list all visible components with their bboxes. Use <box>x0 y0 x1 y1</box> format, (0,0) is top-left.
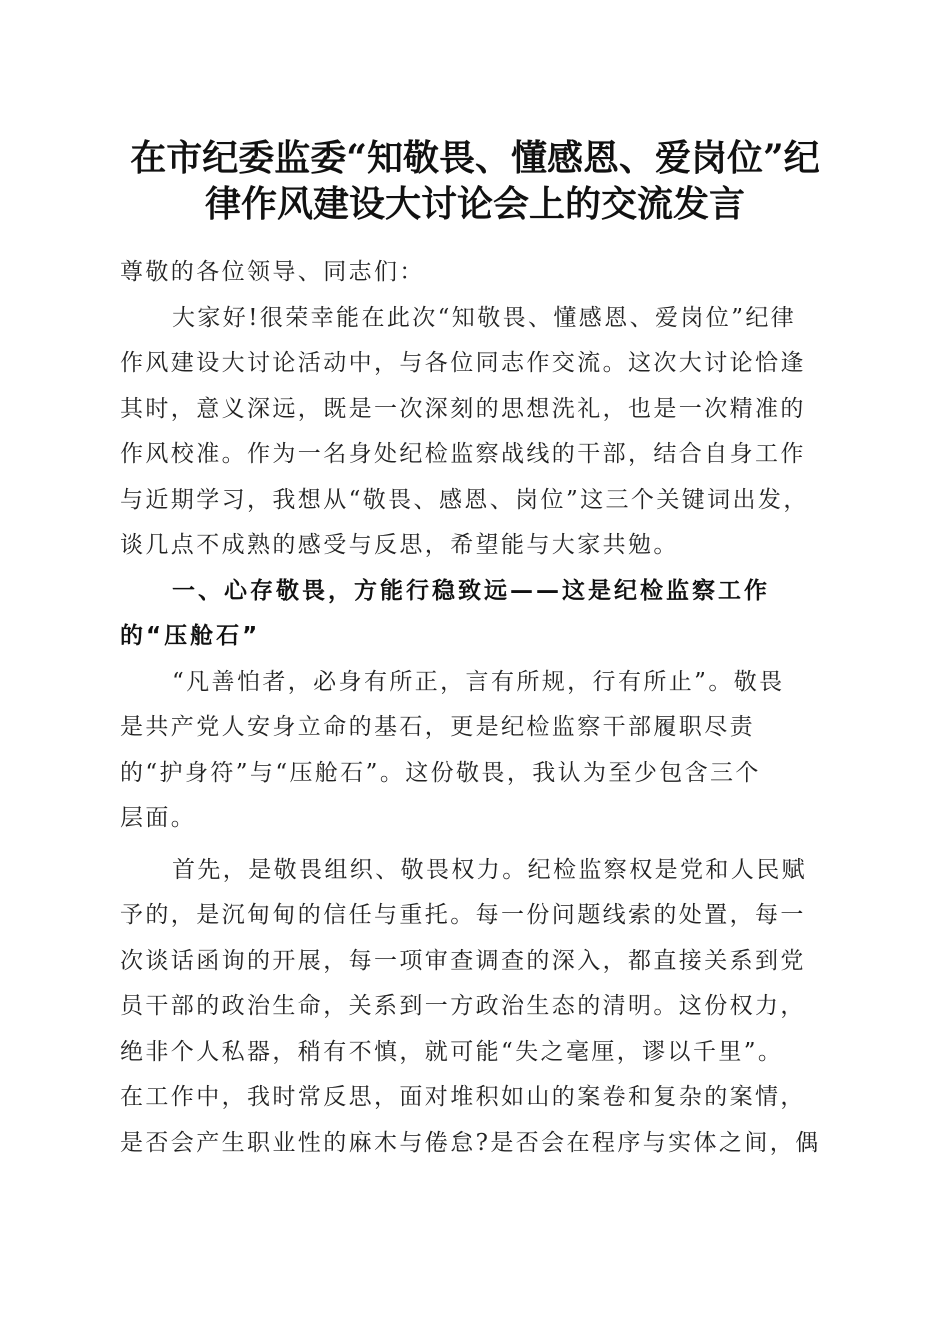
paragraph-intro <box>120 296 830 569</box>
paragraph-line: 在工作中，我时常反思，面对堆积如山的案卷和复杂的案情， <box>120 1084 806 1110</box>
paragraph-first-point <box>120 848 830 1167</box>
title-line: 律作风建设大讨论会上的交流发言 <box>204 182 745 225</box>
section-heading-1 <box>120 569 830 660</box>
title-line: 在市纪委监委“知敬畏、懂感恩、爱岗位”纪 <box>130 137 820 179</box>
paragraph-line: 次谈话函询的开展，每一项审查调查的深入，都直接关系到党 <box>120 947 806 974</box>
paragraph-line: 员干部的政治生命，关系到一方政治生态的清明。这份权力， <box>120 993 806 1019</box>
paragraph-line: 作风校准。作为一名身处纪检监察战线的干部，结合自身工作 <box>120 441 806 467</box>
paragraph-line: 其时，意义深远，既是一次深刻的思想洗礼，也是一次精准的 <box>120 395 806 422</box>
paragraph-line: 作风建设大讨论活动中，与各位同志作交流。这次大讨论恰逢 <box>120 350 806 376</box>
paragraph-awe <box>120 660 830 842</box>
salutation: 尊敬的各位领导、同志们： <box>120 259 425 285</box>
paragraph-line: 首先，是敬畏组织、敬畏权力。纪检监察权是党和人民赋 <box>172 856 807 883</box>
paragraph-line: 的“护身符”与“压舱石”。这份敬畏，我认为至少包含三个 <box>120 759 761 786</box>
paragraph-line: 与近期学习，我想从“敬畏、感恩、岗位”这三个关键词出发， <box>120 486 809 513</box>
paragraph-line: 谈几点不成熟的感受与反思，希望能与大家共勉。 <box>120 532 679 558</box>
document-body <box>120 250 830 1166</box>
paragraph-line: 层面。 <box>120 805 197 831</box>
heading-line: 的“压舱石” <box>120 623 261 649</box>
paragraph-line: 绝非个人私器，稍有不慎，就可能“失之毫厘，谬以千里”。 <box>120 1038 784 1065</box>
paragraph-line: 大家好!很荣幸能在此次“知敬畏、懂感恩、爱岗位”纪律 <box>172 304 797 331</box>
paragraph-line: 是否会产生职业性的麻木与倦怠?是否会在程序与实体之间，偶 <box>120 1129 821 1156</box>
paragraph-line: “凡善怕者，必身有所正，言有所规，行有所止”。敬畏 <box>172 668 785 695</box>
heading-line: 一、心存敬畏，方能行稳致远——这是纪检监察工作 <box>172 577 770 604</box>
paragraph-line: 是共产党人安身立命的基石，更是纪检监察干部履职尽责 <box>120 714 755 740</box>
document-title <box>100 132 850 223</box>
paragraph-line: 予的，是沉甸甸的信任与重托。每一份问题线索的处置，每一 <box>120 902 806 928</box>
